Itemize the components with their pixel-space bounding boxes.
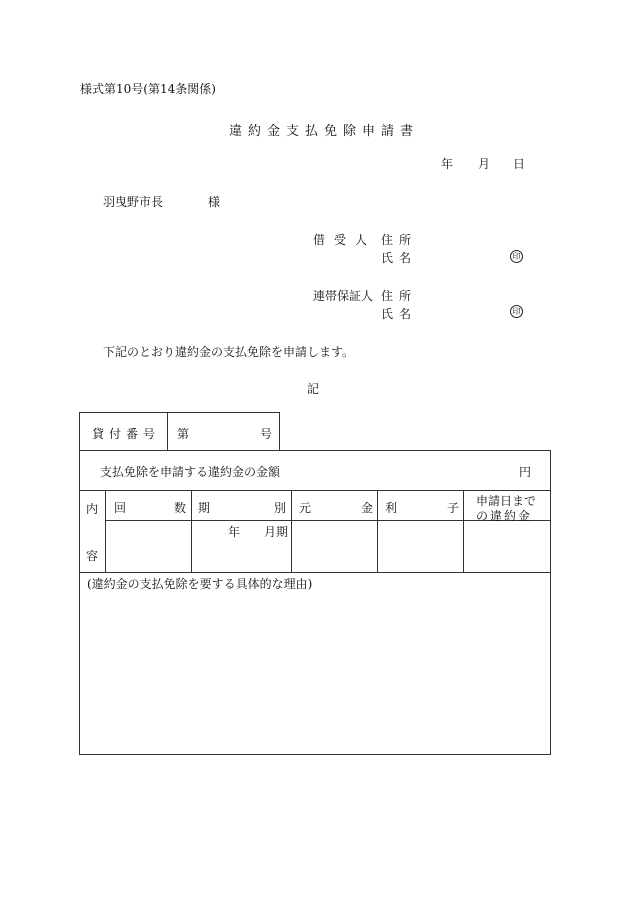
table-left-border [79,412,80,755]
details-side-label-top: 内 [86,502,99,516]
guarantor-seal: 印 [510,305,523,318]
header-period-2: 別 [274,501,287,515]
details-col-divider-1 [105,490,106,572]
details-bottom-border [79,572,551,573]
form-number: 様式第10号(第14条関係) [80,82,216,96]
request-text: 下記のとおり違約金の支払免除を申請します。 [103,345,355,359]
loan-box-top-border [79,412,280,413]
table-top-border [79,450,551,451]
details-col-divider-3 [291,490,292,572]
header-penalty-line-1: 申請日まで [476,494,537,508]
header-penalty-line-2: の違約金 [476,509,533,523]
details-col-divider-2 [191,490,192,572]
loan-box-right-border [279,412,280,450]
guarantor-label: 連帯保証人 [313,289,374,303]
loan-number-prefix: 第 [177,427,190,441]
amount-label: 支払免除を申請する違約金の金額 [100,465,281,479]
header-period-1: 期 [198,501,211,515]
header-principal-1: 元 [299,501,312,515]
ki-label: 記 [307,382,320,396]
document-title: 違約金支払免除申請書 [229,124,420,139]
amount-row-bottom-border [79,490,551,491]
details-side-label-bottom: 容 [86,549,99,563]
amount-unit: 円 [519,465,532,479]
borrower-address-label: 住所 [381,233,418,247]
guarantor-address-label: 住所 [381,289,418,303]
loan-box-divider [167,412,168,450]
borrower-seal: 印 [510,250,523,263]
addressee-honorific: 様 [208,195,221,209]
period-unit-label: 年 月期 [228,525,289,539]
addressee-name: 羽曳野市長 [103,195,164,209]
table-bottom-border [79,754,551,755]
guarantor-name-label: 氏名 [381,307,418,321]
details-col-divider-5 [463,490,464,572]
header-principal-2: 金 [361,501,374,515]
header-count-2: 数 [174,501,187,515]
borrower-label: 借受人 [313,233,377,247]
header-count-1: 回 [114,501,127,515]
date-day-label: 日 [513,157,526,171]
table-right-border [550,450,551,755]
header-interest-2: 子 [447,501,460,515]
date-month-label: 月 [478,157,491,171]
date-year-label: 年 [441,157,454,171]
loan-number-suffix: 号 [260,427,273,441]
reason-label: (違約金の支払免除を要する具体的な理由) [87,577,313,591]
details-col-divider-4 [377,490,378,572]
header-interest-1: 利 [385,501,398,515]
loan-number-label: 貸付番号 [92,427,161,441]
borrower-name-label: 氏名 [381,251,418,265]
